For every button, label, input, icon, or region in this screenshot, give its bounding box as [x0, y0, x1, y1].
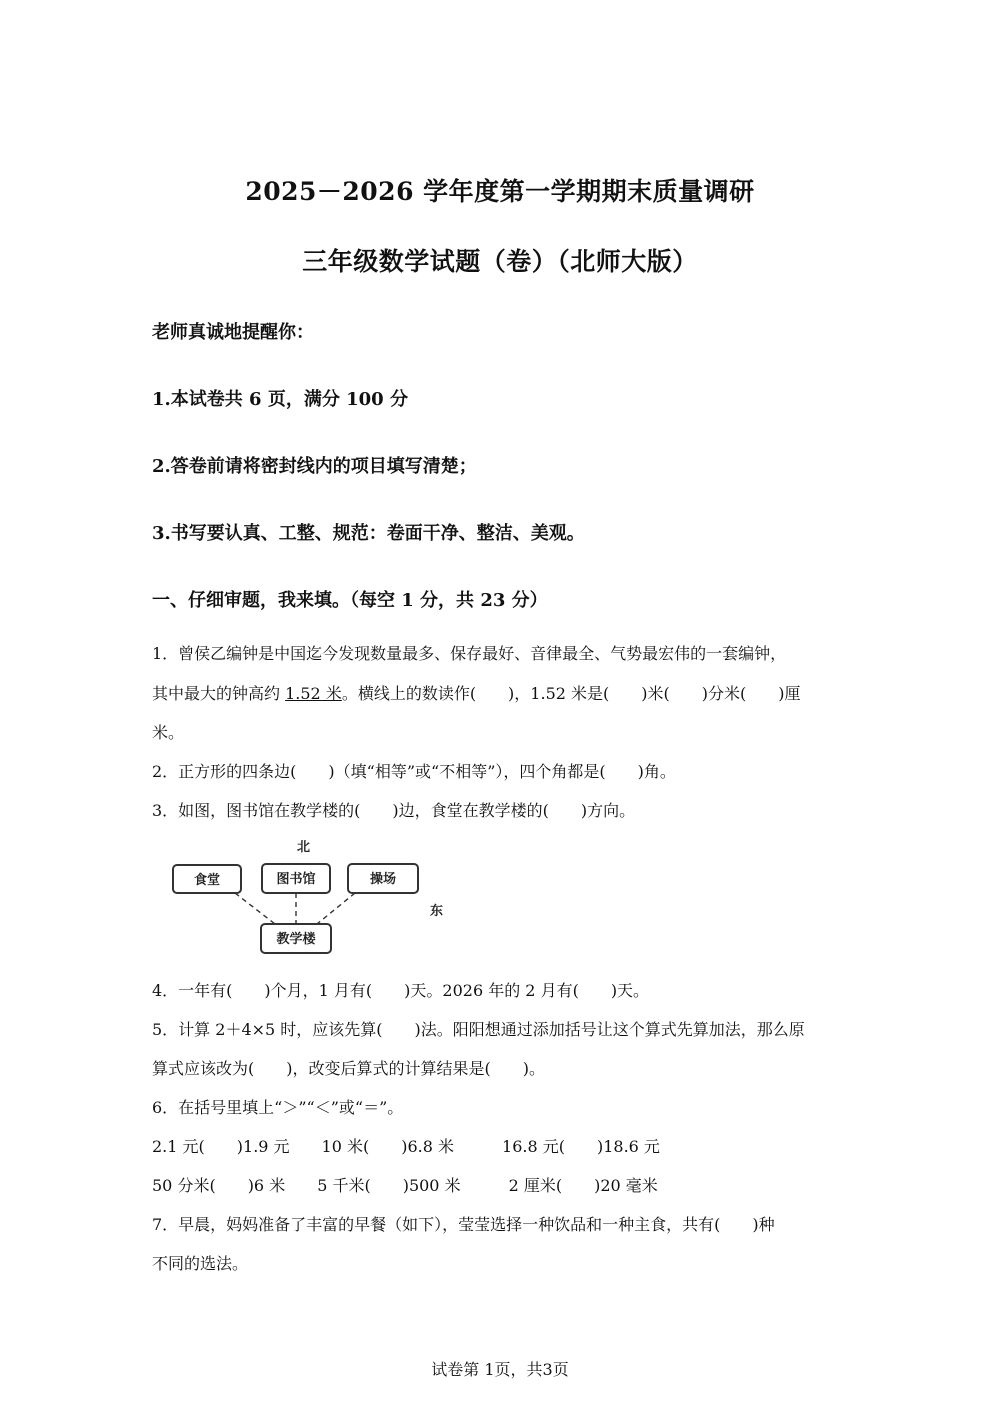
reminder-item-1: 1.本试卷共 6 页，满分 100 分 [152, 389, 408, 410]
question-3: 3．如图，图书馆在教学楼的( )边，食堂在教学楼的( )方向。 [152, 801, 636, 820]
question-6-row-1: 2.1 元( )1.9 元 10 米( )6.8 米 16.8 元( )18.6 元 [152, 1137, 660, 1156]
exam-subtitle: 三年级数学试题（卷）（北师大版） [302, 247, 698, 276]
exam-title: 2025－2026 学年度第一学期期末质量调研 [245, 177, 755, 206]
map-connector-lines [235, 893, 355, 924]
question-4: 4．一年有( )个月，1 月有( )天。2026 年的 2 月有( )天。 [152, 981, 650, 1000]
question-1-post: 。横线上的数读作( )，1.52 米是( )米( )分米( )厘 [341, 684, 801, 703]
map-teaching-building-label: 教学楼 [276, 932, 316, 947]
question-1-line-3: 米。 [152, 723, 185, 742]
direction-map [165, 832, 465, 962]
question-7-line-1: 7．早晨，妈妈准备了丰富的早餐（如下），莹莹选择一种饮品和一种主食，共有( )种 [152, 1215, 775, 1234]
question-5-line-1: 5．计算 2＋4×5 时，应该先算( )法。阳阳想通过添加括号让这个算式先算加法，那么原 [152, 1020, 805, 1039]
question-2: 2．正方形的四条边( )（填“相等”或“不相等”），四个角都是( )角。 [152, 762, 676, 781]
question-6-row-2: 50 分米( )6 米 5 千米( )500 米 2 厘米( )20 毫米 [152, 1176, 658, 1195]
page-footer: 试卷第 1页，共3页 [431, 1360, 569, 1379]
question-6: 6．在括号里填上“＞”“＜”或“＝”。 [152, 1098, 404, 1117]
map-playground-label: 操场 [369, 872, 397, 887]
question-7-line-2: 不同的选法。 [152, 1254, 249, 1273]
map-east-label: 东 [430, 904, 444, 919]
map-north-label: 北 [297, 840, 311, 855]
map-library-label: 图书馆 [276, 872, 316, 887]
question-1-underlined-value: 1.52 米 [285, 684, 342, 703]
section-1-heading: 一、仔细审题，我来填。（每空 1 分，共 23 分） [152, 590, 548, 611]
question-5-line-2: 算式应该改为( )，改变后算式的计算结果是( )。 [152, 1059, 545, 1078]
reminder-item-2: 2.答卷前请将密封线内的项目填写清楚； [152, 456, 477, 477]
reminder-item-3: 3.书写要认真、工整、规范：卷面干净、整洁、美观。 [152, 523, 585, 544]
reminder-heading: 老师真诚地提醒你： [152, 322, 314, 343]
question-1-line-2 [152, 681, 800, 704]
question-1-pre: 其中最大的钟高约 [152, 684, 286, 703]
question-1-line-1: 1．曾侯乙编钟是中国迄今发现数量最多、保存最好、音律最全、气势最宏伟的一套编钟， [152, 644, 787, 663]
map-canteen-label: 食堂 [193, 873, 221, 888]
